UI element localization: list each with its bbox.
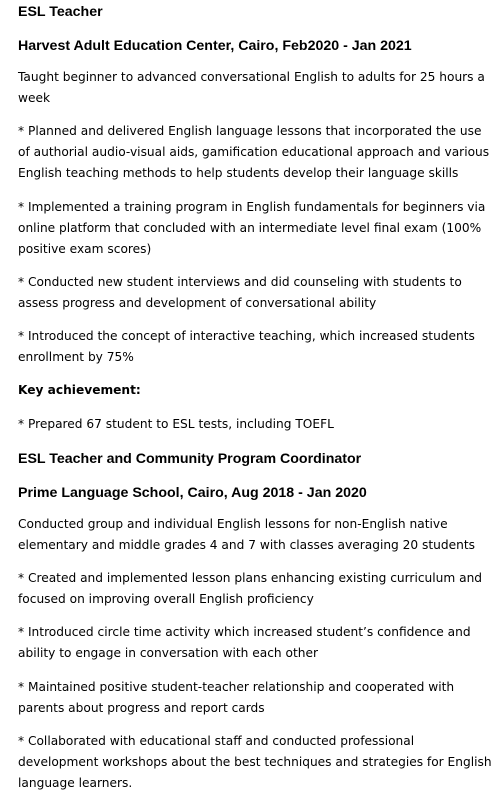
job2-bullet: * Introduced circle time activity which increased student’s confidence and ability to engage in conversation with each other — [18, 625, 471, 660]
job1-achievement: * Prepared 67 student to ESL tests, including TOEFL — [18, 417, 334, 431]
job1-bullet: * Conducted new student interviews and did counseling with students to assess progress and development of conversational ability — [18, 275, 462, 310]
job1-bullet: * Planned and delivered English language lessons that incorporated the use of authorial audio-visual aids, gamification educational approach and various English teaching methods to help students develop their language skills — [18, 124, 490, 180]
job1-bullet: * Implemented a training program in English fundamentals for beginners via online platform that concluded with an intermediate level final exam (100% positive exam scores) — [18, 200, 486, 256]
job2-title: ESL Teacher and Community Program Coordinator — [18, 451, 362, 467]
job1-summary: Taught beginner to advanced conversational English to adults for 25 hours a week — [18, 70, 485, 105]
job2-bullet: * Collaborated with educational staff and conducted professional development workshops about the best techniques and strategies for English language learners. — [18, 734, 492, 790]
job2-bullet: * Maintained positive student-teacher relationship and cooperated with parents about progress and report cards — [18, 680, 455, 715]
job2-employer: Prime Language School, Cairo, Aug 2018 - Jan 2020 — [18, 485, 367, 501]
job1-achievement-label: Key achievement: — [18, 383, 141, 397]
job1-bullet: * Introduced the concept of interactive teaching, which increased students enrollment by 75% — [18, 329, 475, 364]
job1-title: ESL Teacher — [18, 4, 103, 20]
job2-bullet: * Created and implemented lesson plans enhancing existing curriculum and focused on improving overall English proficiency — [18, 571, 483, 606]
job2-summary: Conducted group and individual English lessons for non-English native elementary and middle grades 4 and 7 with classes averaging 20 students — [18, 517, 475, 552]
job1-employer: Harvest Adult Education Center, Cairo, Feb2020 - Jan 2021 — [18, 38, 412, 54]
